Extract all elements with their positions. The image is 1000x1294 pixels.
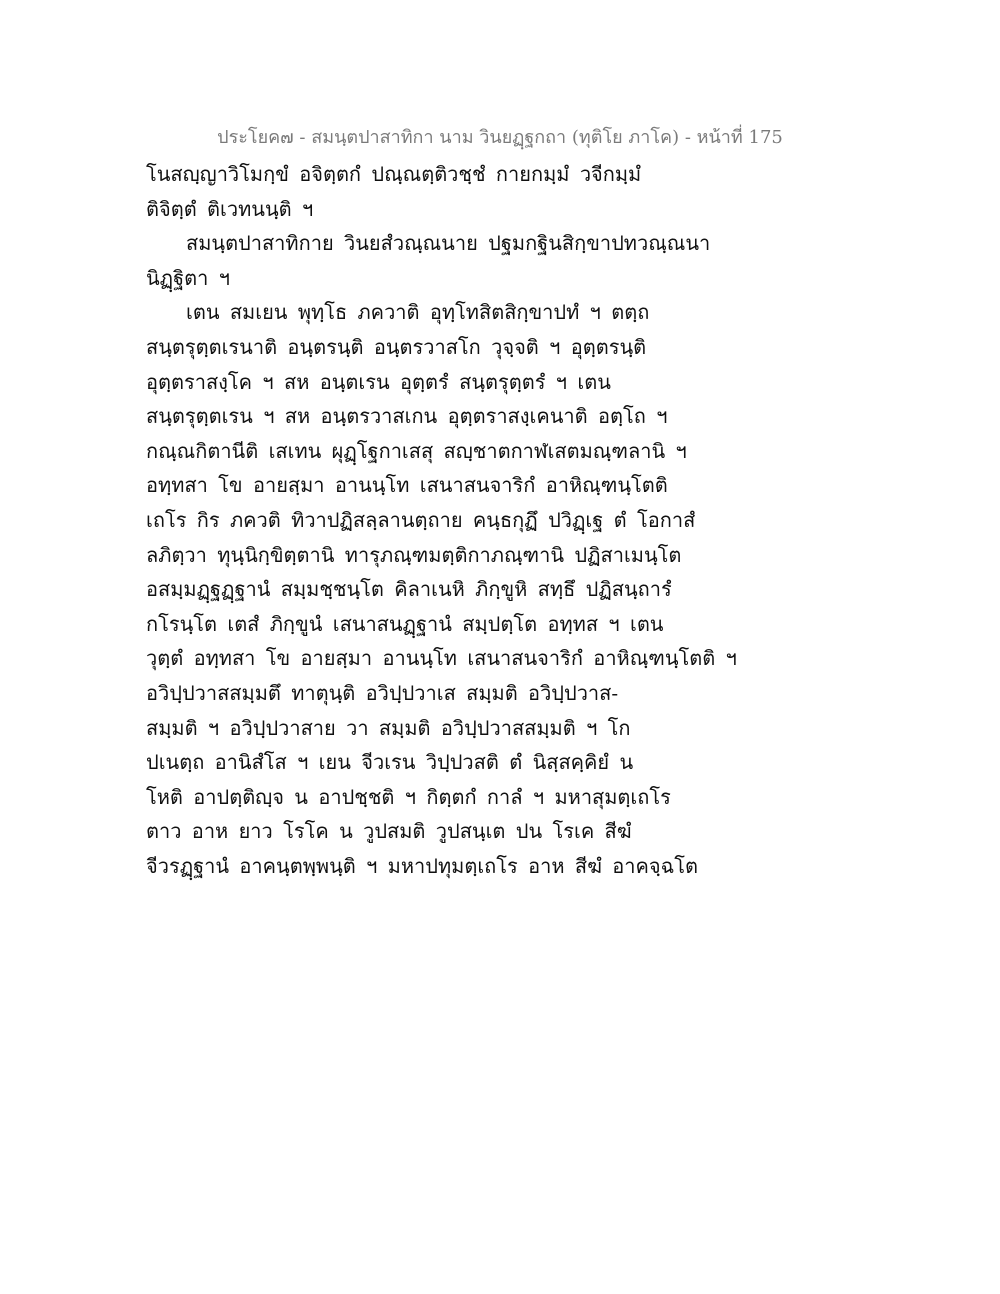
text-line: กโรนฺโต เตสํ ภิกฺขูนํ เสนาสนฏฺฐานํ สมฺปตฺโต อทฺทส ฯ เตน <box>146 611 664 636</box>
text-line: เตน สมเยน พุทฺโธ ภควาติ อุทฺโทสิตสิกฺขาปทํ ฯ ตตฺถ <box>186 300 650 325</box>
text-line: ปเนตฺถ อานิสํโส ฯ เยน จีวเรน วิปฺปวสติ ตํ นิสฺสคฺคิยํ น <box>146 750 634 775</box>
text-line: วุตฺตํ อทฺทสา โข อายสฺมา อานนฺโท เสนาสนจาริกํ อาหิณฺฑนฺโตติ ฯ <box>146 646 737 671</box>
text-line: สมนฺตปาสาทิกาย วินยสํวณฺณนาย ปฐมกฐินสิกฺขาปทวณฺณนา <box>186 231 711 256</box>
text-line: โนสญฺญาวิโมกฺขํ อจิตฺตกํ ปณฺณตฺติวชฺชํ กายกมฺมํ วจีกมฺมํ <box>146 162 642 186</box>
text-line: จีวรฏฺฐานํ อาคนฺตพฺพนฺติ ฯ มหาปทุมตฺเถโร อาห สีฆํ อาคจฺฉโต <box>146 853 698 878</box>
text-line: กณฺณกิตานีติ เสเทน ผุฏฺโฐกาเสสุ สญฺชาตกาฬเสตมณฺฑลานิ ฯ <box>146 438 687 463</box>
text-line: อุตฺตราสงฺโค ฯ สห อนฺตเรน อุตฺตรํ สนฺตรุตฺตรํ ฯ เตน <box>146 369 611 394</box>
text-line: สมฺมติ ฯ อวิปฺปวาสาย วา สมฺมติ อวิปฺปวาสสมฺมติ ฯ โก <box>146 715 631 740</box>
text-line: อวิปฺปวาสสมฺมตึ ทาตุนฺติ อวิปฺปวาเส สมฺมติ อวิปฺปวาส- <box>146 680 619 705</box>
text-line: ตาว อาห ยาว โรโค น วูปสมติ วูปสนฺเต ปน โรเค สีฆํ <box>146 819 632 844</box>
text-line: สนฺตรุตฺตเรน ฯ สห อนฺตรวาสเกน อุตฺตราสงฺเคนาติ อตฺโถ ฯ <box>146 404 668 429</box>
text-line: อสมฺมฏฺฐฏฺฐานํ สมฺมชฺชนฺโต คิลาเนหิ ภิกฺขูหิ สทฺธึ ปฏิสนฺถารํ <box>146 577 672 602</box>
text-line: นิฏฺฐิตา ฯ <box>146 265 230 290</box>
text-line: สนฺตรุตฺตเรนาติ อนฺตรนฺติ อนฺตรวาสโก วุจฺจติ ฯ อุตฺตรนฺติ <box>146 334 647 359</box>
text-line: เถโร กิร ภควติ ทิวาปฏิสลฺลานตฺถาย คนฺธกุฏึ ปวิฏฺเฐ ตํ โอกาสํ <box>146 507 696 532</box>
running-header: ประโยค๗ - สมนฺตปาสาทิกา นาม วินยฏฺฐกถา (ทุติโย ภาโค) - หน้าที่ 175 <box>217 127 783 148</box>
body-text <box>146 157 866 883</box>
text-line: ติจิตฺตํ ติเวทนนฺติ ฯ <box>146 196 314 221</box>
text-line: โหติ อาปตฺติญฺจ น อาปชฺชติ ฯ กิตฺตกํ กาลํ ฯ มหาสุมตฺเถโร <box>146 784 671 809</box>
text-line: ลภิตฺวา ทุนฺนิกฺขิตฺตานิ ทารุภณฺฑมตฺติกาภณฺฑานิ ปฏิสาเมนฺโต <box>146 542 682 567</box>
text-line: อทฺทสา โข อายสฺมา อานนฺโท เสนาสนจาริกํ อาหิณฺฑนฺโตติ <box>146 473 668 498</box>
